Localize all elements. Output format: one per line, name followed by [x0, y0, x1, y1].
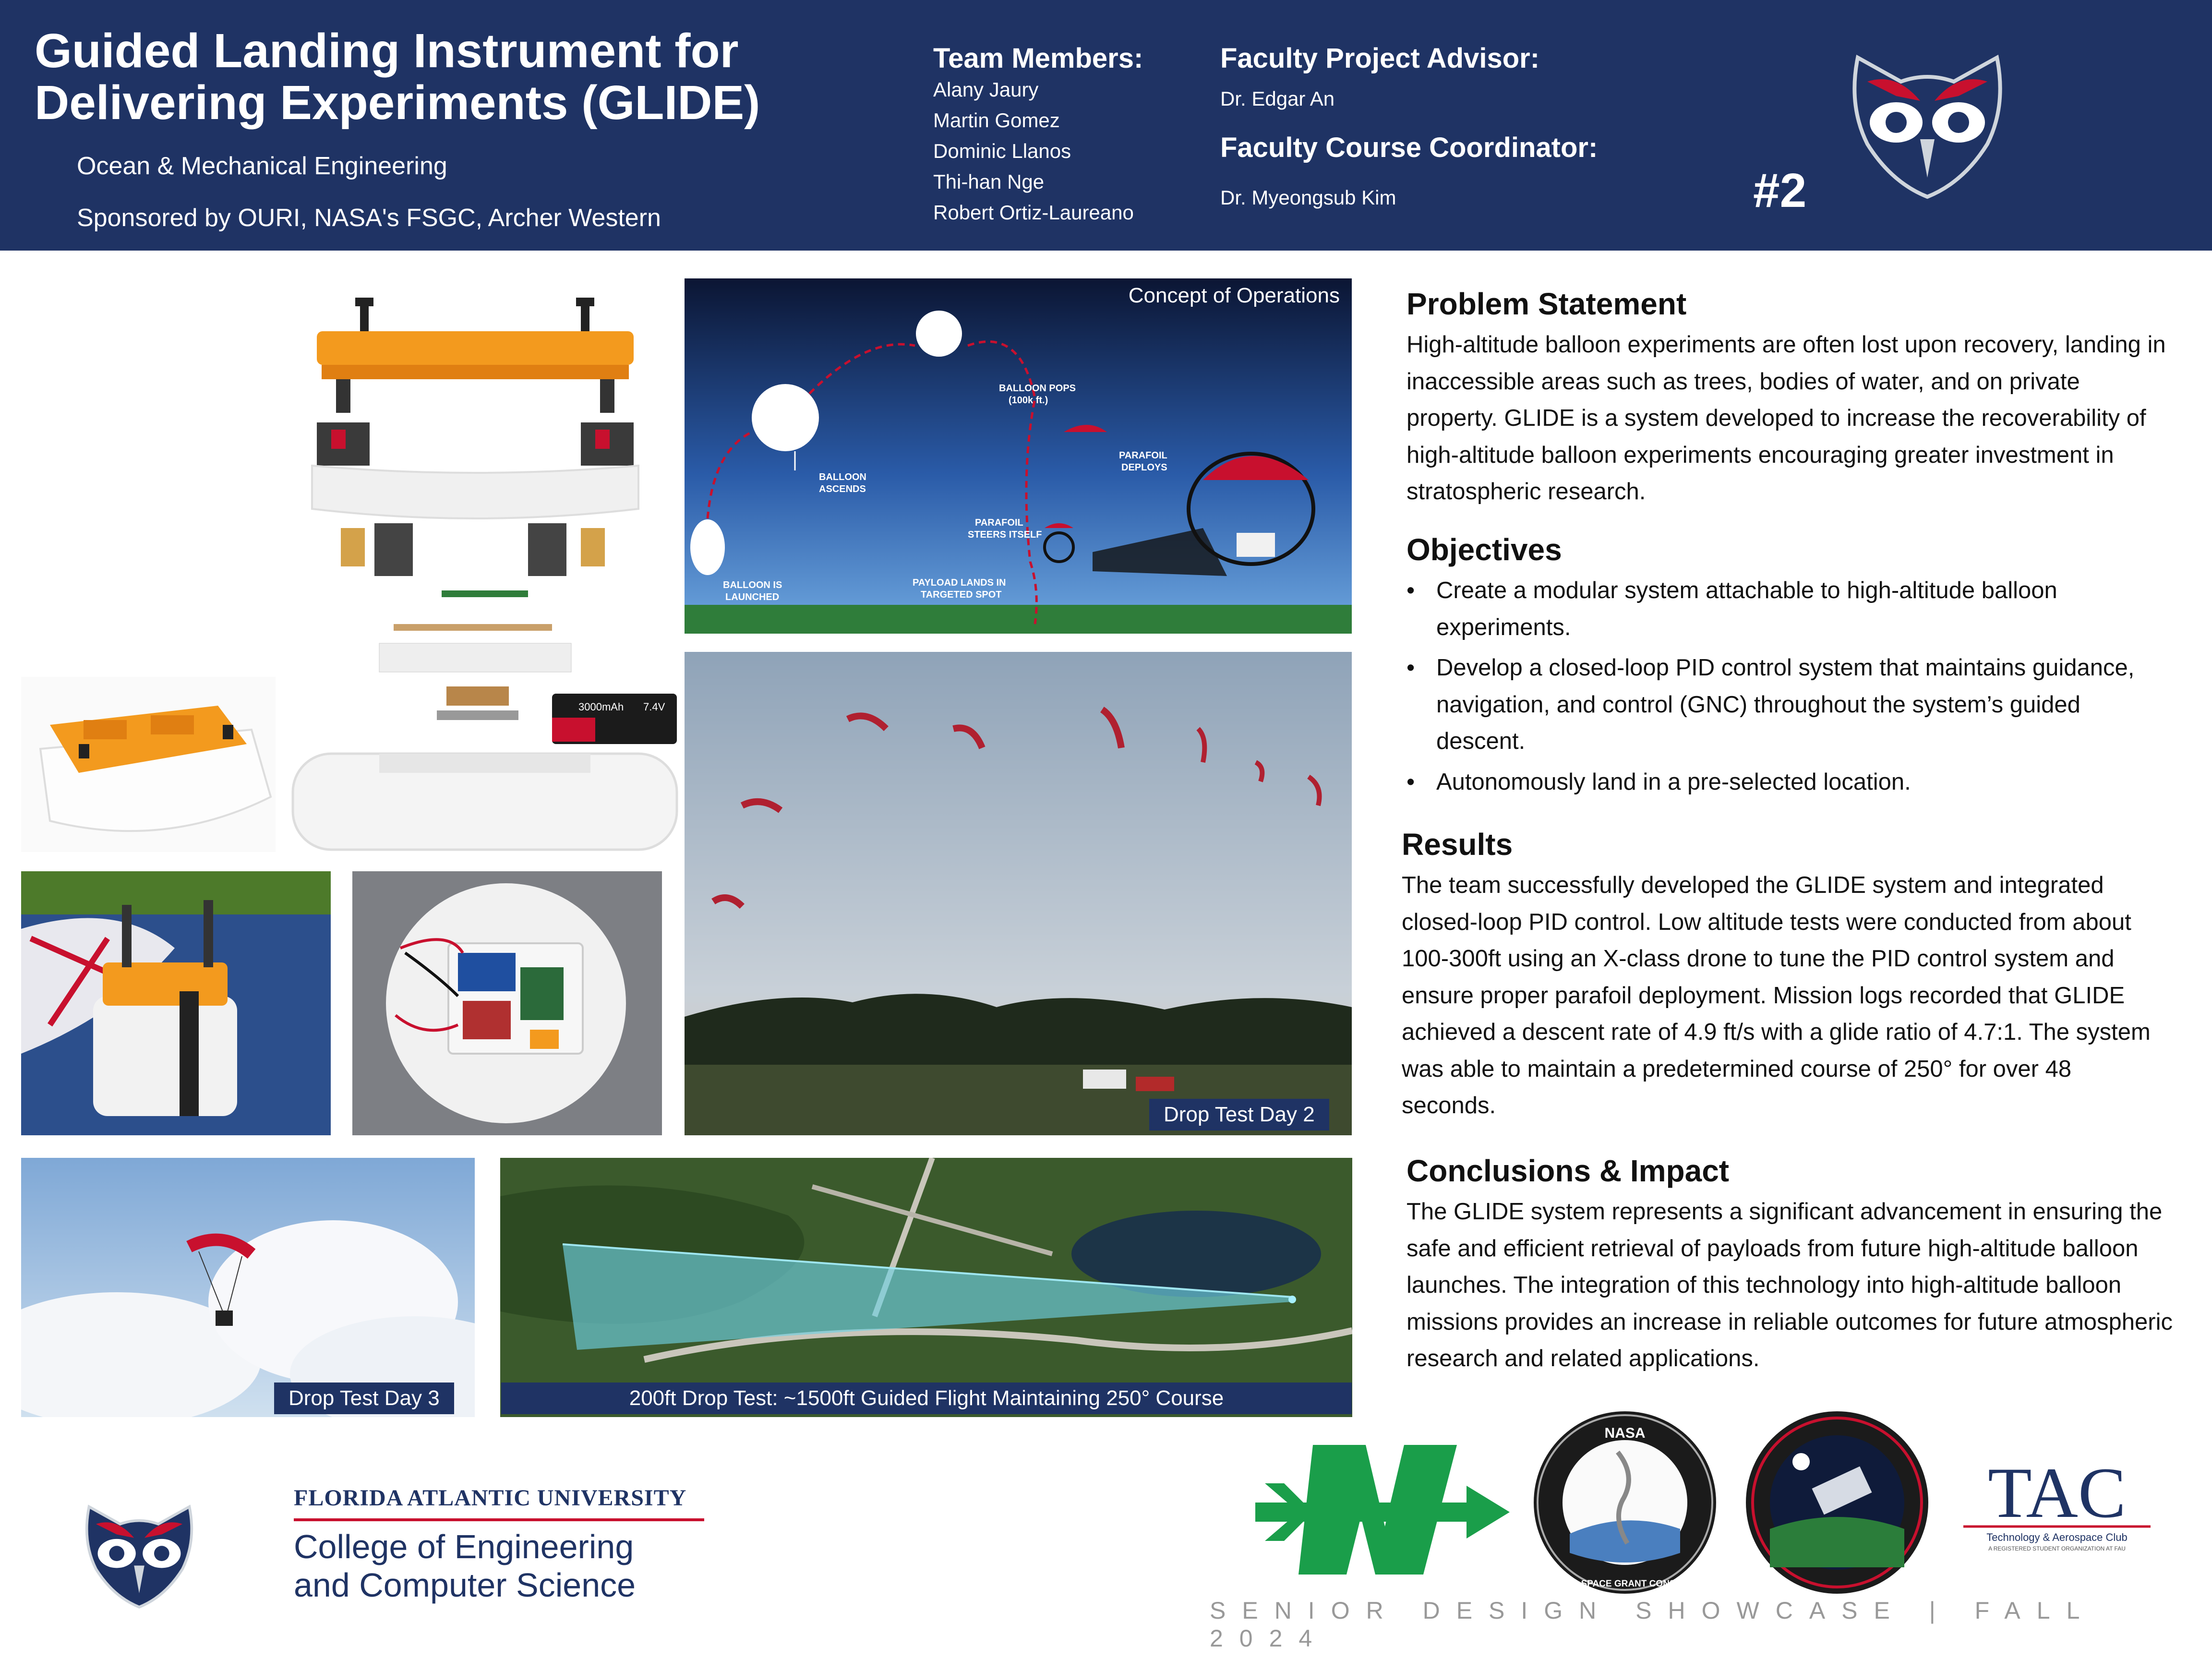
nasa-seal-ring-text: FLORIDA SPACE GRANT CONSORTIUM — [1538, 1579, 1712, 1589]
tac-club-sub: A REGISTERED STUDENT ORGANIZATION AT FAU — [1988, 1545, 2126, 1552]
title-line-2: Delivering Experiments (GLIDE) — [35, 76, 760, 130]
conops-label-payload-lands-2: TARGETED SPOT — [921, 589, 1002, 600]
coordinator-label: Faculty Course Coordinator: — [1220, 132, 1598, 163]
conclusions-section — [1407, 1153, 2175, 1377]
team-member: Alany Jaury — [933, 78, 1039, 101]
conops-label-payload-lands-1: PAYLOAD LANDS IN — [913, 577, 1006, 588]
conops-label-balloon-pops: BALLOON POPS — [999, 383, 1076, 394]
footer-college — [294, 1527, 636, 1604]
caption-drop-test-day3: Drop Test Day 3 — [274, 1382, 454, 1414]
showcase-banner: SENIOR DESIGN SHOWCASE | FALL 2024 — [1210, 1597, 2095, 1652]
title-line-1: Guided Landing Instrument for — [35, 24, 739, 78]
conops-label-balloon-ascends-2: ASCENDS — [819, 484, 866, 494]
department: Ocean & Mechanical Engineering — [77, 152, 447, 180]
conops-label-parafoil-deploys-2: DEPLOYS — [1121, 462, 1167, 473]
conops-label-balloon-launched-1: BALLOON IS — [723, 580, 782, 590]
nasa-seal-top-text: NASA — [1604, 1425, 1646, 1441]
conops-label-parafoil-steers-1: PARAFOIL — [975, 517, 1023, 528]
exploded-cad-view — [283, 278, 686, 854]
tac-club-logo — [1959, 1455, 2155, 1555]
objective-item: • Autonomously land in a pre-selected location. — [1407, 764, 2175, 801]
balloon-association-seal — [1743, 1409, 1931, 1596]
photo-drop-test-day3 — [21, 1158, 475, 1417]
coordinator-name: Dr. Myeongsub Kim — [1220, 186, 1396, 209]
sponsors: Sponsored by OURI, NASA's FSGC, Archer Western — [77, 204, 661, 232]
problem-heading: Problem Statement — [1407, 287, 1687, 321]
battery-pack — [547, 689, 682, 749]
objectives-list — [1407, 572, 2175, 800]
poster-title — [35, 25, 851, 129]
advisor-label: Faculty Project Advisor: — [1220, 43, 1540, 74]
college-line-1: College of Engineering — [294, 1528, 634, 1565]
conops-label-parafoil-steers-2: STEERS ITSELF — [968, 529, 1042, 540]
team-member: Dominic Llanos — [933, 140, 1071, 162]
objective-item: • Develop a closed-loop PID control system that maintains guidance, navigation, and control (GNC) throughout the system’s guided descent. — [1407, 649, 2175, 760]
conops-label-parafoil-deploys-1: PARAFOIL — [1119, 450, 1167, 461]
team-block — [933, 42, 1143, 228]
photo-electronics — [352, 871, 662, 1135]
team-member: Martin Gomez — [933, 109, 1060, 132]
tac-logo-text: TAC — [1988, 1455, 2126, 1533]
results-heading: Results — [1402, 827, 1513, 862]
problem-text: High-altitude balloon experiments are often lost upon recovery, landing in inaccessible areas such as trees, bodies of water, and on private property. GLIDE is a system developed to increase the recoverability of high-altitude balloon experiments encouraging greater investment in stratospheric research. — [1407, 332, 2166, 505]
advisor-name: Dr. Edgar An — [1220, 87, 1335, 110]
conops-label-balloon-launched-2: LAUNCHED — [725, 592, 780, 602]
team-member: Robert Ortiz-Laureano — [933, 201, 1134, 224]
nasa-fsgc-seal — [1531, 1409, 1719, 1596]
conclusions-heading: Conclusions & Impact — [1407, 1154, 1730, 1188]
fau-owl-footer-logo — [67, 1493, 211, 1611]
fau-owl-logo — [1848, 38, 2007, 202]
archer-western-logo — [1255, 1440, 1510, 1579]
conops-label-altitude: (100k ft.) — [1009, 395, 1048, 406]
project-number: #2 — [1753, 164, 1807, 217]
results-text: The team successfully developed the GLIDE system and integrated closed-loop PID control. Low altitude tests were conducted from about 100-300ft using an X-class drone to tune the PID control system and ensure proper parafoil deployment. Mission logs recorded that GLIDE achieved a descent rate of 4.9 ft/s with a glide ratio of 4.7:1. The system was able to maintain a predetermined course of 250° for over 48 seconds. — [1402, 872, 2151, 1118]
college-line-2: and Computer Science — [294, 1566, 636, 1604]
battery-capacity: 3000mAh — [578, 701, 624, 713]
team-label: Team Members: — [933, 43, 1143, 74]
concept-of-operations-graphic — [685, 278, 1352, 634]
caption-guided-flight: 200ft Drop Test: ~1500ft Guided Flight Maintaining 250° Course — [501, 1382, 1352, 1414]
photo-flight-path-map — [500, 1158, 1352, 1417]
photo-drop-test-day2 — [685, 652, 1352, 1135]
tac-club-name: Technology & Aerospace Club — [1986, 1531, 2128, 1543]
photo-module-on-tarp — [21, 871, 331, 1135]
conclusions-text: The GLIDE system represents a significant advancement in ensuring the safe and efficient retrieval of payloads from future high-altitude balloon launches. The integration of this technology into high-altitude balloon missions provides an increase in reliable outcomes for future atmospheric research and related applications. — [1407, 1199, 2173, 1371]
assembled-render — [21, 677, 276, 852]
footer-university: FLORIDA ATLANTIC UNIVERSITY — [294, 1485, 687, 1511]
team-member: Thi-han Nge — [933, 170, 1045, 193]
objective-item: • Create a modular system attachable to high-altitude balloon experiments. — [1407, 572, 2175, 646]
objectives-section — [1407, 532, 2175, 804]
results-section — [1402, 827, 2170, 1124]
problem-section — [1407, 286, 2175, 510]
conops-label-balloon-ascends-1: BALLOON — [819, 472, 866, 482]
caption-drop-test-day2: Drop Test Day 2 — [1149, 1099, 1329, 1130]
conops-title: Concept of Operations — [1128, 284, 1340, 307]
battery-voltage: 7.4V — [643, 701, 665, 713]
footer-divider — [294, 1518, 704, 1521]
objectives-heading: Objectives — [1407, 532, 1562, 567]
